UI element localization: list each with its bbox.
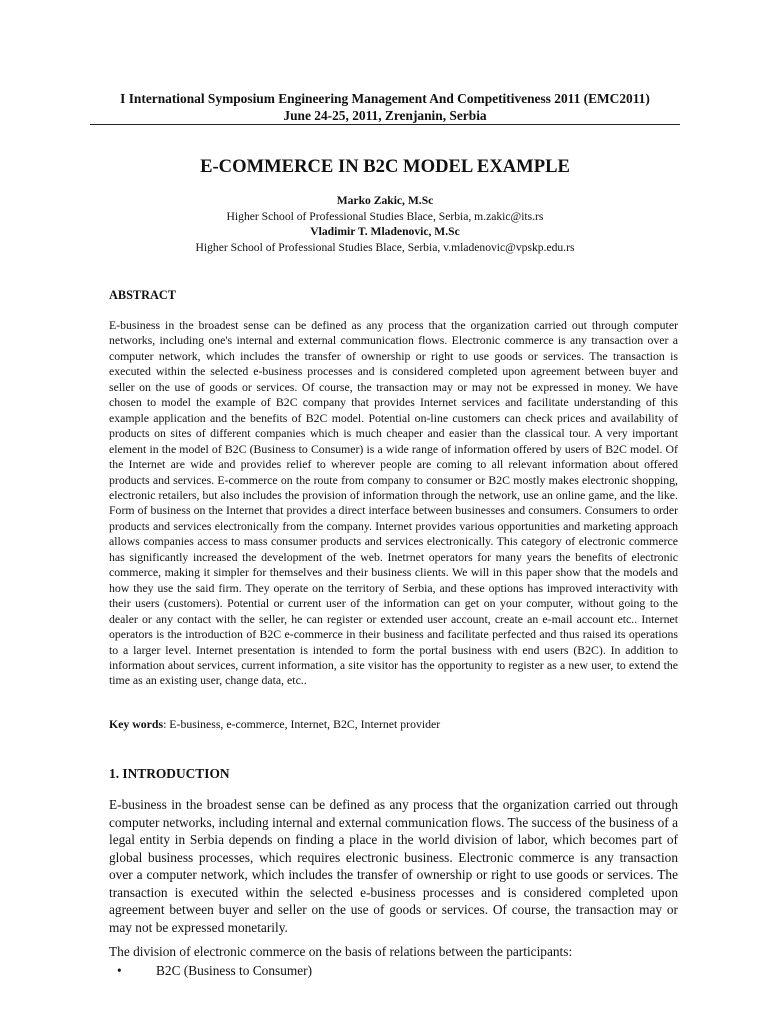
conference-name: I International Symposium Engineering Management And Competitiveness 2011 (EMC2011) [120,91,650,106]
bullet-marker: • [117,963,122,978]
division-paragraph: The division of electronic commerce on the basis of relations between the participants: [109,944,573,959]
keywords-line [109,717,678,732]
conference-header [90,91,680,124]
author-name: Vladimir T. Mladenovic, M.Sc [310,225,460,238]
list-item [109,962,678,980]
bullet-text: B2C (Business to Consumer) [156,963,313,978]
paper-title: E-COMMERCE IN B2C MODEL EXAMPLE [200,156,570,177]
header-divider [90,124,680,125]
section-heading-introduction: 1. INTRODUCTION [109,766,230,781]
conference-date-location: June 24-25, 2011, Zrenjanin, Serbia [283,107,487,123]
abstract-heading: ABSTRACT [109,288,176,302]
author-block [90,193,680,255]
keywords-label: Key words [109,717,164,731]
author-name: Marko Zakic, M.Sc [336,194,434,207]
introduction-paragraph: E-business in the broadest sense can be defined as any process that the organization carried out through computer networks, including internal and external communication flows. The success of the business of a legal entity in Serbia depends on finding a place in the world division of labor, which becomes part of global business processes, which requires electronic business. Electronic commerce is any transaction over a computer network, which includes the transfer of ownership or right to use goods or services. The transaction is executed within the selected e-business processes and is considered completed upon agreement between buyer and seller on the use of goods or services. Of course, the transaction may or may not be expressed monetarily. [109,797,678,935]
abstract-text: E-business in the broadest sense can be defined as any process that the organization carried out through computer networks, including one's internal and external communication flows. Electronic commerce is any transaction over a computer network, which includes the transfer of ownership or right to use goods or services. The transaction is executed within the selected e-business processes and is considered completed upon agreement between buyer and seller on the use of goods or services. Of course, the transaction may or may not be expressed in money. We have chosen to model the example of B2C company that provides Internet services and facilitate understanding of this example application and the benefits of B2C model. Potential on-line customers can check prices and availability of products on sites of different companies which is much cheaper and easier than the classical tour. A very important element in the model of B2C (Business to Consumer) is a wide range of information offered by users of B2C model. Of the Internet are wide and provides relief to wherever people are coming to all relevant information about offered products and services. E-commerce on the route from company to consumer or B2C mostly makes electronic shopping, electronic retailers, but also includes the provision of information through the network, use an online game, and the like. Form of business on the Internet that provides a direct interface between businesses and consumers. Consumers to order products and services electronically from the company. Internet provides various opportunities and marketing approach allows companies access to mass consumer products and services electronically. This category of electronic commerce has significantly increased the development of the web. Inetrnet operators for many years the benefits of electronic commerce, making it simpler for themselves and their business clients. We will in this paper show that the models and how they use the said firm. They operate on the territory of Serbia, and these options has improved interactivity with their users (customers). Potential or current user of the information can get on your computer, without going to the dealer or any contact with the seller, he can register or extended user account, create an e-mail account etc.. Internet operators is the introduction of B2C e-commerce in their business and facilitate perfected and thus raised its operations to a larger level. Internet presentation is intended to form the portal business with end users (B2C). In addition to information about services, current information, a site visitor has the opportunity to register as a new user, to extend the time as an existing user, change data, etc.. [109,318,678,688]
author-affiliation: Higher School of Professional Studies Blace, Serbia, m.zakic@its.rs [226,209,544,223]
keywords-list: : E-business, e-commerce, Internet, B2C, Internet provider [163,717,441,731]
author-affiliation: Higher School of Professional Studies Blace, Serbia, v.mladenovic@vpskp.edu.rs [195,240,575,254]
